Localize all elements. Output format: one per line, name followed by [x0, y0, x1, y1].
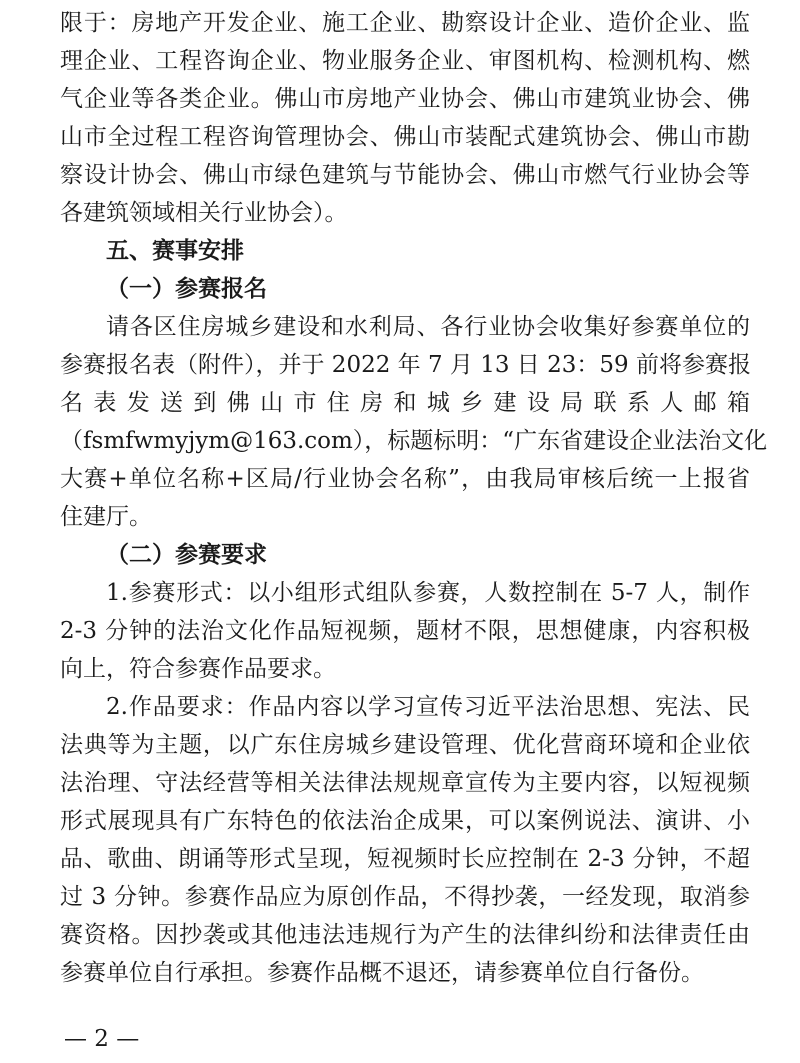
page-number: — 2 — [64, 1026, 140, 1052]
para1-line: 理企业、工程咨询企业、物业服务企业、审图机构、检测机构、燃 [60, 48, 750, 74]
sub1-line: 参赛报名表（附件），并于 2022 年 7 月 13 日 23：59 前将参赛报 [60, 352, 751, 378]
sub1-line: 大赛+单位名称+区局/行业协会名称”，由我局审核后统一上报省 [60, 466, 750, 492]
item2-line: 参赛单位自行承担。参赛作品概不退还，请参赛单位自行备份。 [60, 960, 704, 986]
sub1-line: 名表发送到佛山市住房和城乡建设局联系人邮箱 [60, 390, 750, 416]
subsection-heading: （一）参赛报名 [106, 275, 267, 302]
item2-line: 2.作品要求：作品内容以学习宣传习近平法治思想、宪法、民 [106, 694, 750, 720]
item1-line: 向上，符合参赛作品要求。 [60, 656, 336, 682]
sub1-line: 住建厅。 [60, 504, 152, 530]
document-body [60, 4, 768, 992]
para1-line: 各建筑领域相关行业协会）。 [60, 200, 348, 226]
para1-line: 山市全过程工程咨询管理协会、佛山市装配式建筑协会、佛山市勘 [60, 124, 750, 150]
item2-line: 赛资格。因抄袭或其他违法违规行为产生的法律纠纷和法律责任由 [60, 922, 750, 948]
para1-line: 气企业等各类企业。佛山市房地产业协会、佛山市建筑业协会、佛 [60, 86, 750, 112]
item2-line: 法典等为主题，以广东住房城乡建设管理、优化营商环境和企业依 [60, 732, 750, 758]
sub1-line: （fsmfwmyjym@163.com），标题标明：“广东省建设企业法治文化 [60, 428, 768, 454]
para1-line: 限于：房地产开发企业、施工企业、勘察设计企业、造价企业、监 [60, 10, 750, 36]
section-heading: 五、赛事安排 [106, 238, 244, 264]
item2-line: 法治理、守法经营等相关法律法规规章宣传为主要内容，以短视频 [60, 770, 750, 796]
item2-line: 品、歌曲、朗诵等形式呈现，短视频时长应控制在 2-3 分钟，不超 [60, 846, 750, 872]
item2-line: 形式展现具有广东特色的依法治企成果，可以案例说法、演讲、小 [60, 808, 750, 834]
para1-line: 察设计协会、佛山市绿色建筑与节能协会、佛山市燃气行业协会等 [60, 162, 750, 188]
item1-line: 2-3 分钟的法治文化作品短视频，题材不限，思想健康，内容积极 [60, 618, 750, 644]
sub1-line: 请各区住房城乡建设和水利局、各行业协会收集好参赛单位的 [106, 314, 750, 340]
item2-line: 过 3 分钟。参赛作品应为原创作品，不得抄袭，一经发现，取消参 [60, 884, 750, 910]
subsection-heading: （二）参赛要求 [106, 541, 267, 568]
item1-line: 1.参赛形式：以小组形式组队参赛，人数控制在 5-7 人，制作 [106, 580, 750, 606]
